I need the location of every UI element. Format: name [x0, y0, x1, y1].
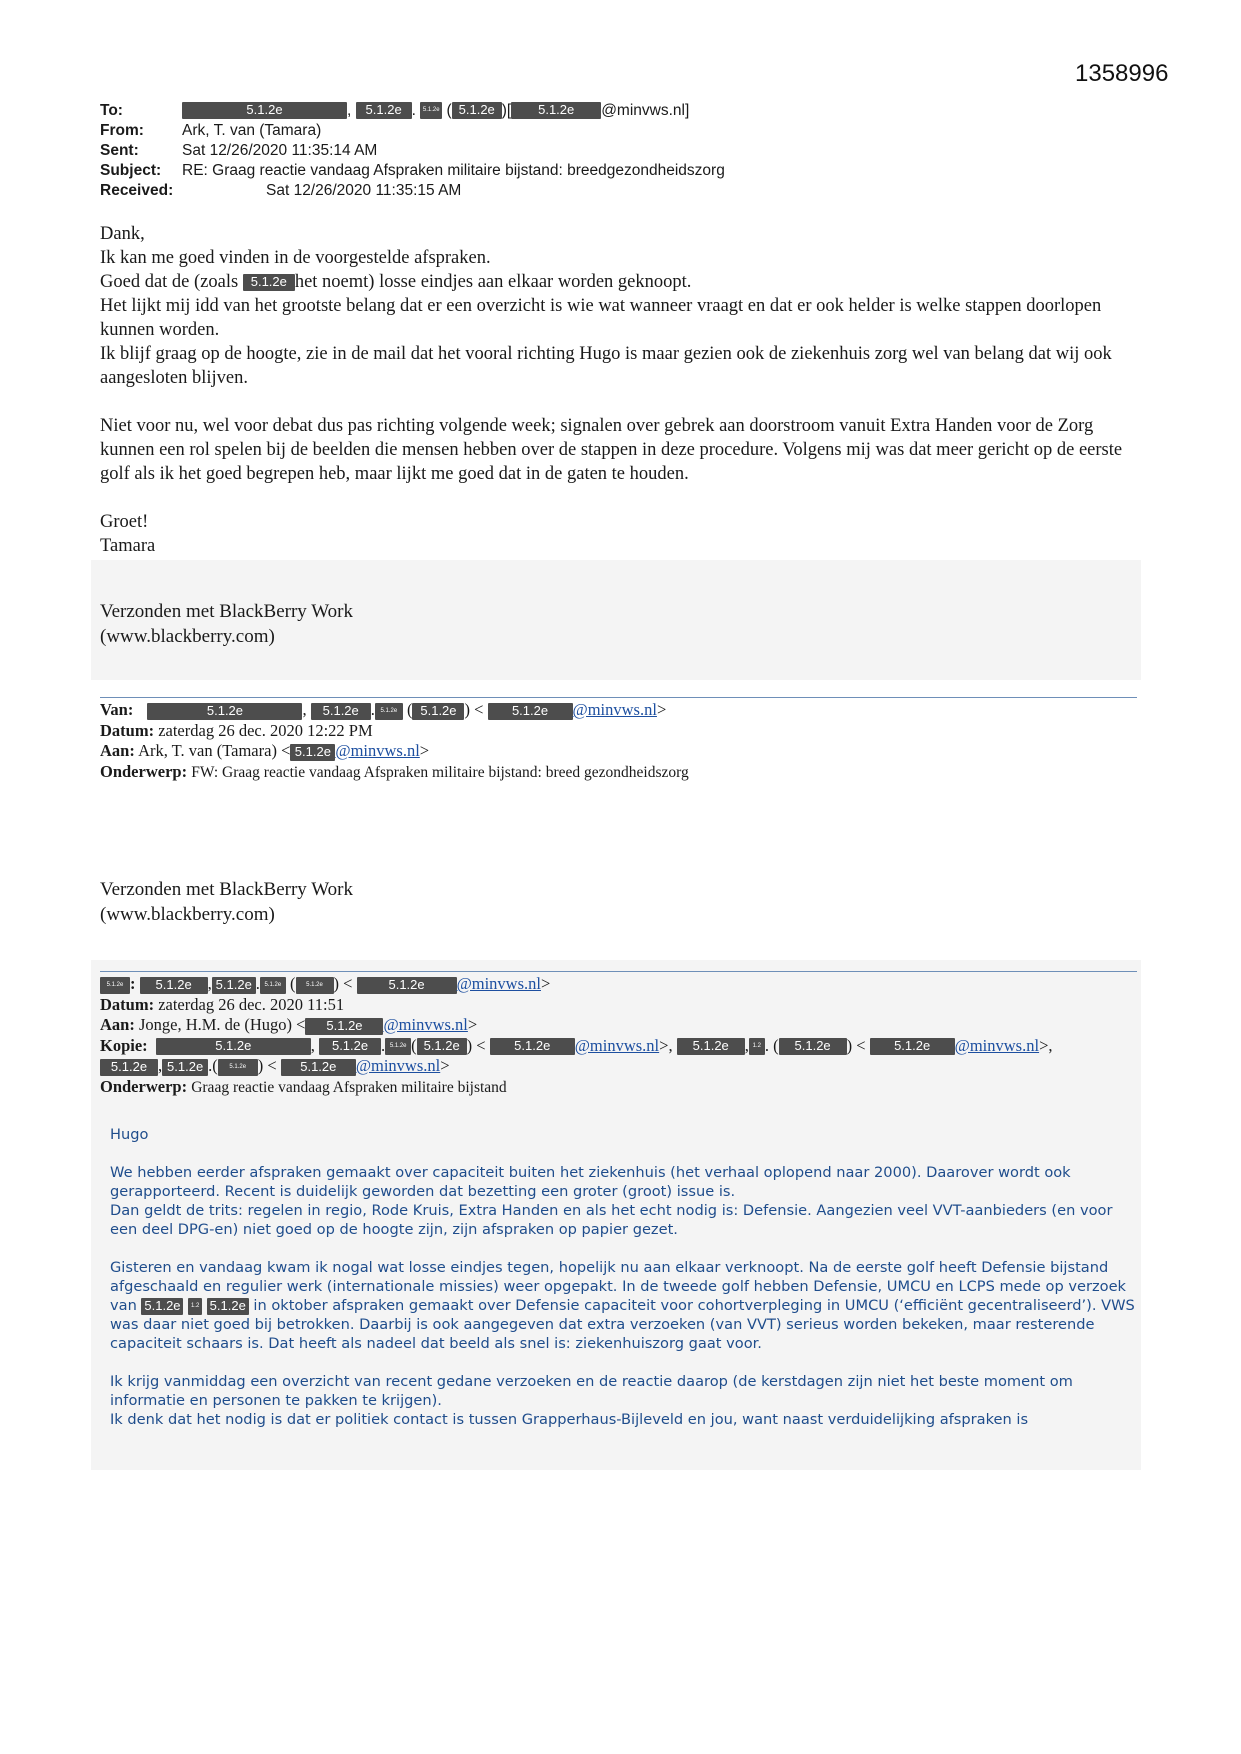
email-link[interactable]: @minvws.nl: [954, 1035, 1040, 1055]
salutation: Hugo: [110, 1126, 149, 1143]
signature: [100, 877, 353, 927]
redaction-box: 5.1.2e: [356, 102, 412, 119]
redaction-box: 5.1.2e: [281, 1059, 356, 1076]
document-number: 1358996: [1075, 60, 1169, 87]
aan-row: Aan: Ark, T. van (Tamara) < 5.1.2e @minvws.nl>: [100, 741, 430, 760]
signature: [100, 599, 353, 649]
body-paragraph: Ik denk dat het nodig is dat er politiek contact is tussen Grapperhaus-Bijleveld en jou, want naast verduidelijking afspraken is: [110, 1411, 1029, 1428]
onderwerp-row: [100, 1077, 1053, 1099]
email-link[interactable]: @minvws.nl: [383, 1015, 468, 1034]
subject-value: RE: Graag reactie vandaag Afspraken militaire bijstand: breedgezondheidszorg: [182, 162, 725, 179]
subject-label: Subject:: [100, 162, 162, 179]
reply-text: het noemt) losse eindjes aan elkaar worden geknoopt.: [294, 272, 692, 292]
redaction-box: 5.1.2e: [141, 1298, 183, 1315]
aan-label: Aan:: [100, 741, 135, 760]
redaction-box: 5.1.2e: [511, 102, 601, 119]
kopie-label: Kopie:: [100, 1035, 148, 1055]
separator: [100, 697, 1137, 698]
separator: [100, 971, 1137, 972]
from-label: From:: [100, 122, 144, 139]
datum-label: Datum:: [100, 720, 155, 740]
aan-value: Jonge, H.M. de (Hugo) <: [138, 1015, 306, 1034]
from-value: Ark, T. van (Tamara): [182, 122, 322, 139]
onderwerp-row: [100, 762, 689, 784]
to-domain: @minvws.nl]: [601, 102, 690, 119]
body-paragraph: Ik krijg vanmiddag een overzicht van recent gedane verzoeken en de reactie daarop (de kerstdagen zijn niet het beste moment om informatie en personen te pakken te krijgen).: [110, 1373, 1073, 1409]
aan-row: Aan: Jonge, H.M. de (Hugo) < 5.1.2e @minvws.nl>: [100, 1015, 478, 1034]
redaction-box: 1.2: [749, 1038, 765, 1055]
reply-body: [100, 222, 1140, 558]
datum-row: [100, 995, 1053, 1016]
kopie-row: Kopie: 5.1.2e , 5.1.2e . 5.1.2e ( 5.1.2e ) < 5.1.2e @minvws.nl>, 5.1.2e , 1.2 . ( 5.1.2e ) < 5.1.2e @minvws.nl>,: [100, 1035, 1053, 1055]
redaction-box: 5.1.2e: [357, 977, 457, 994]
redaction-box: 5.1.2e: [182, 102, 347, 119]
datum-label: Datum:: [100, 994, 155, 1014]
from-row: 5.1.2e : 5.1.2e , 5.1.2e . 5.1.2e ( 5.1.2e ) < 5.1.2e @minvws.nl>: [100, 974, 1053, 995]
reply-line: Het lijkt mij idd van het grootste belang dat er een overzicht is wie wat wanneer vraagt en dat er ook helder is welke stappen doorlopen kunnen worden.: [100, 296, 1102, 340]
to-value: 5.1.2e , 5.1.2e . 5.1.2e ( 5.1.2e )[ 5.1.2e @minvws.nl]: [182, 101, 689, 121]
redaction-box: 5.1.2e: [156, 1038, 311, 1055]
redaction-box: 5.1.2e: [870, 1038, 955, 1055]
van-label: Van:: [100, 700, 134, 719]
body-text: in oktober afspraken gemaakt over Defensie capaciteit voor cohortverpleging in UMCU (‘efficiënt gecentraliseerd’). VWS was daar niet goed bij betrokken. Daarbij is ook aangegeven dat extra verzoeken (van VVT) serieus worden bekeken, maar resterende capaciteit schaars is. Dat heeft als nadeel dat beeld als snel is: ziekenhuiszorg gaat voor.: [110, 1297, 1135, 1352]
onderwerp-label: Onderwerp:: [100, 1076, 188, 1096]
reply-text: Goed dat de (zoals: [100, 272, 243, 292]
sent-value: Sat 12/26/2020 11:35:14 AM: [182, 142, 378, 159]
redaction-box: 5.1.2e: [147, 703, 302, 720]
redaction-box: 5.1.2e: [412, 703, 464, 720]
to-label: To:: [100, 102, 123, 119]
email-link[interactable]: @minvws.nl: [355, 1056, 441, 1075]
received-label: Received:: [100, 182, 174, 199]
body-paragraph: We hebben eerder afspraken gemaakt over capaciteit buiten het ziekenhuis (het verhaal oplopend naar 2000). Daarover wordt ook gerapporteerd. Recent is duidelijk geworden dat bezetting een groter (groot) issue is.: [110, 1164, 1071, 1200]
signature-link: (www.blackberry.com): [100, 904, 275, 925]
original-body: [110, 1125, 1135, 1429]
redaction-box: 5.1.2e: [243, 274, 295, 291]
reply-name: Tamara: [100, 536, 156, 556]
email-link[interactable]: @minvws.nl: [335, 741, 420, 760]
onderwerp-value: FW: Graag reactie vandaag Afspraken militaire bijstand: breed gezondheidszorg: [191, 763, 689, 781]
reply-paragraph: Niet voor nu, wel voor debat dus pas richting volgende week; signalen over gebrek aan doorstroom vanuit Extra Handen voor de Zorg kunnen een rol spelen bij de beelden die mensen hebben over de stappen in deze procedure. Volgens mij was dat meer gericht op de eerste golf als ik het goed begrepen heb, maar lijkt me goed dat in de gaten te houden.: [100, 416, 1123, 484]
reply-closing: Groet!: [100, 512, 149, 532]
aan-label: Aan:: [100, 1015, 135, 1034]
body-paragraph: [110, 1258, 1135, 1353]
body-text: Gisteren en vandaag kwam ik nogal wat losse eindjes tegen, hopelijk nu aan elkaar verknoopt. Na de eerste golf heeft Defensie bijstand afgeschaald en regulier werk (internationale missies) weer opgepakt. In de tweede golf hebben Defensie, UMCU en LCPS mede op verzoek van: [110, 1259, 1127, 1314]
datum-row: [100, 721, 689, 742]
redaction-box: 5.1.2e: [290, 744, 335, 761]
redaction-box: 5.1.2e: [218, 1059, 258, 1076]
reply-line: Ik blijf graag op de hoogte, zie in de mail dat het vooral richting Hugo is maar gezien ook de ziekenhuis zorg wel van belang dat wij ook aangesloten blijven.: [100, 344, 1112, 388]
redaction-box: 5.1.2e: [488, 703, 573, 720]
onderwerp-value: Graag reactie vandaag Afspraken militaire bijstand: [191, 1078, 507, 1096]
signature-line: Verzonden met BlackBerry Work: [100, 601, 353, 622]
redaction-box: 5.1.2e: [375, 703, 403, 720]
datum-value: zaterdag 26 dec. 2020 12:22 PM: [158, 720, 373, 740]
redaction-box: 5.1.2e: [385, 1038, 411, 1055]
aan-value: Ark, T. van (Tamara) <: [138, 741, 291, 760]
datum-value: zaterdag 26 dec. 2020 11:51: [158, 994, 345, 1014]
redaction-box: 5.1.2e: [162, 1059, 208, 1076]
forward-header: [100, 700, 689, 783]
reply-greeting: Dank,: [100, 224, 145, 244]
redaction-box: 5.1.2e: [207, 1298, 249, 1315]
reply-line: [100, 270, 1140, 294]
original-header: [100, 974, 1053, 1098]
signature-line: Verzonden met BlackBerry Work: [100, 879, 353, 900]
redaction-box: 5.1.2e: [140, 977, 208, 994]
redaction-box: 5.1.2e: [311, 703, 371, 720]
redaction-box: 5.1.2e: [319, 1038, 381, 1055]
redaction-box: 5.1.2e: [417, 1038, 467, 1055]
body-paragraph: Dan geldt de trits: regelen in regio, Rode Kruis, Extra Handen en als het echt nodig is: Defensie. Aangezien veel VVT-aanbieders (en voor een deel DPG-en) niet goed op de hoogte zijn, zijn afspraken op papier gezet.: [110, 1202, 1113, 1238]
kopie-row-2: 5.1.2e , 5.1.2e .( 5.1.2e ) < 5.1.2e @minvws.nl>: [100, 1056, 1053, 1077]
redaction-box: 5.1.2e: [100, 977, 130, 994]
received-value: Sat 12/26/2020 11:35:15 AM: [266, 182, 462, 199]
redaction-box: 5.1.2e: [779, 1038, 847, 1055]
email-link[interactable]: @minvws.nl: [574, 1035, 660, 1055]
redaction-box: 1.2: [188, 1298, 202, 1315]
redaction-box: 5.1.2e: [260, 977, 286, 994]
signature-link: (www.blackberry.com): [100, 626, 275, 647]
redaction-box: 5.1.2e: [305, 1018, 383, 1035]
redaction-box: 5.1.2e: [100, 1059, 158, 1076]
email-link[interactable]: @minvws.nl: [456, 974, 541, 993]
van-row: Van: 5.1.2e , 5.1.2e . 5.1.2e ( 5.1.2e ) < 5.1.2e @minvws.nl>: [100, 700, 667, 719]
redaction-box: 5.1.2e: [212, 977, 256, 994]
sent-label: Sent:: [100, 142, 139, 159]
redaction-box: 5.1.2e: [420, 102, 442, 119]
redaction-box: 5.1.2e: [296, 977, 334, 994]
reply-line: Ik kan me goed vinden in de voorgestelde afspraken.: [100, 248, 491, 268]
email-link[interactable]: @minvws.nl: [572, 700, 657, 719]
redaction-box: 5.1.2e: [490, 1038, 575, 1055]
redaction-box: 5.1.2e: [677, 1038, 745, 1055]
onderwerp-label: Onderwerp:: [100, 761, 188, 781]
redaction-box: 5.1.2e: [452, 102, 502, 119]
